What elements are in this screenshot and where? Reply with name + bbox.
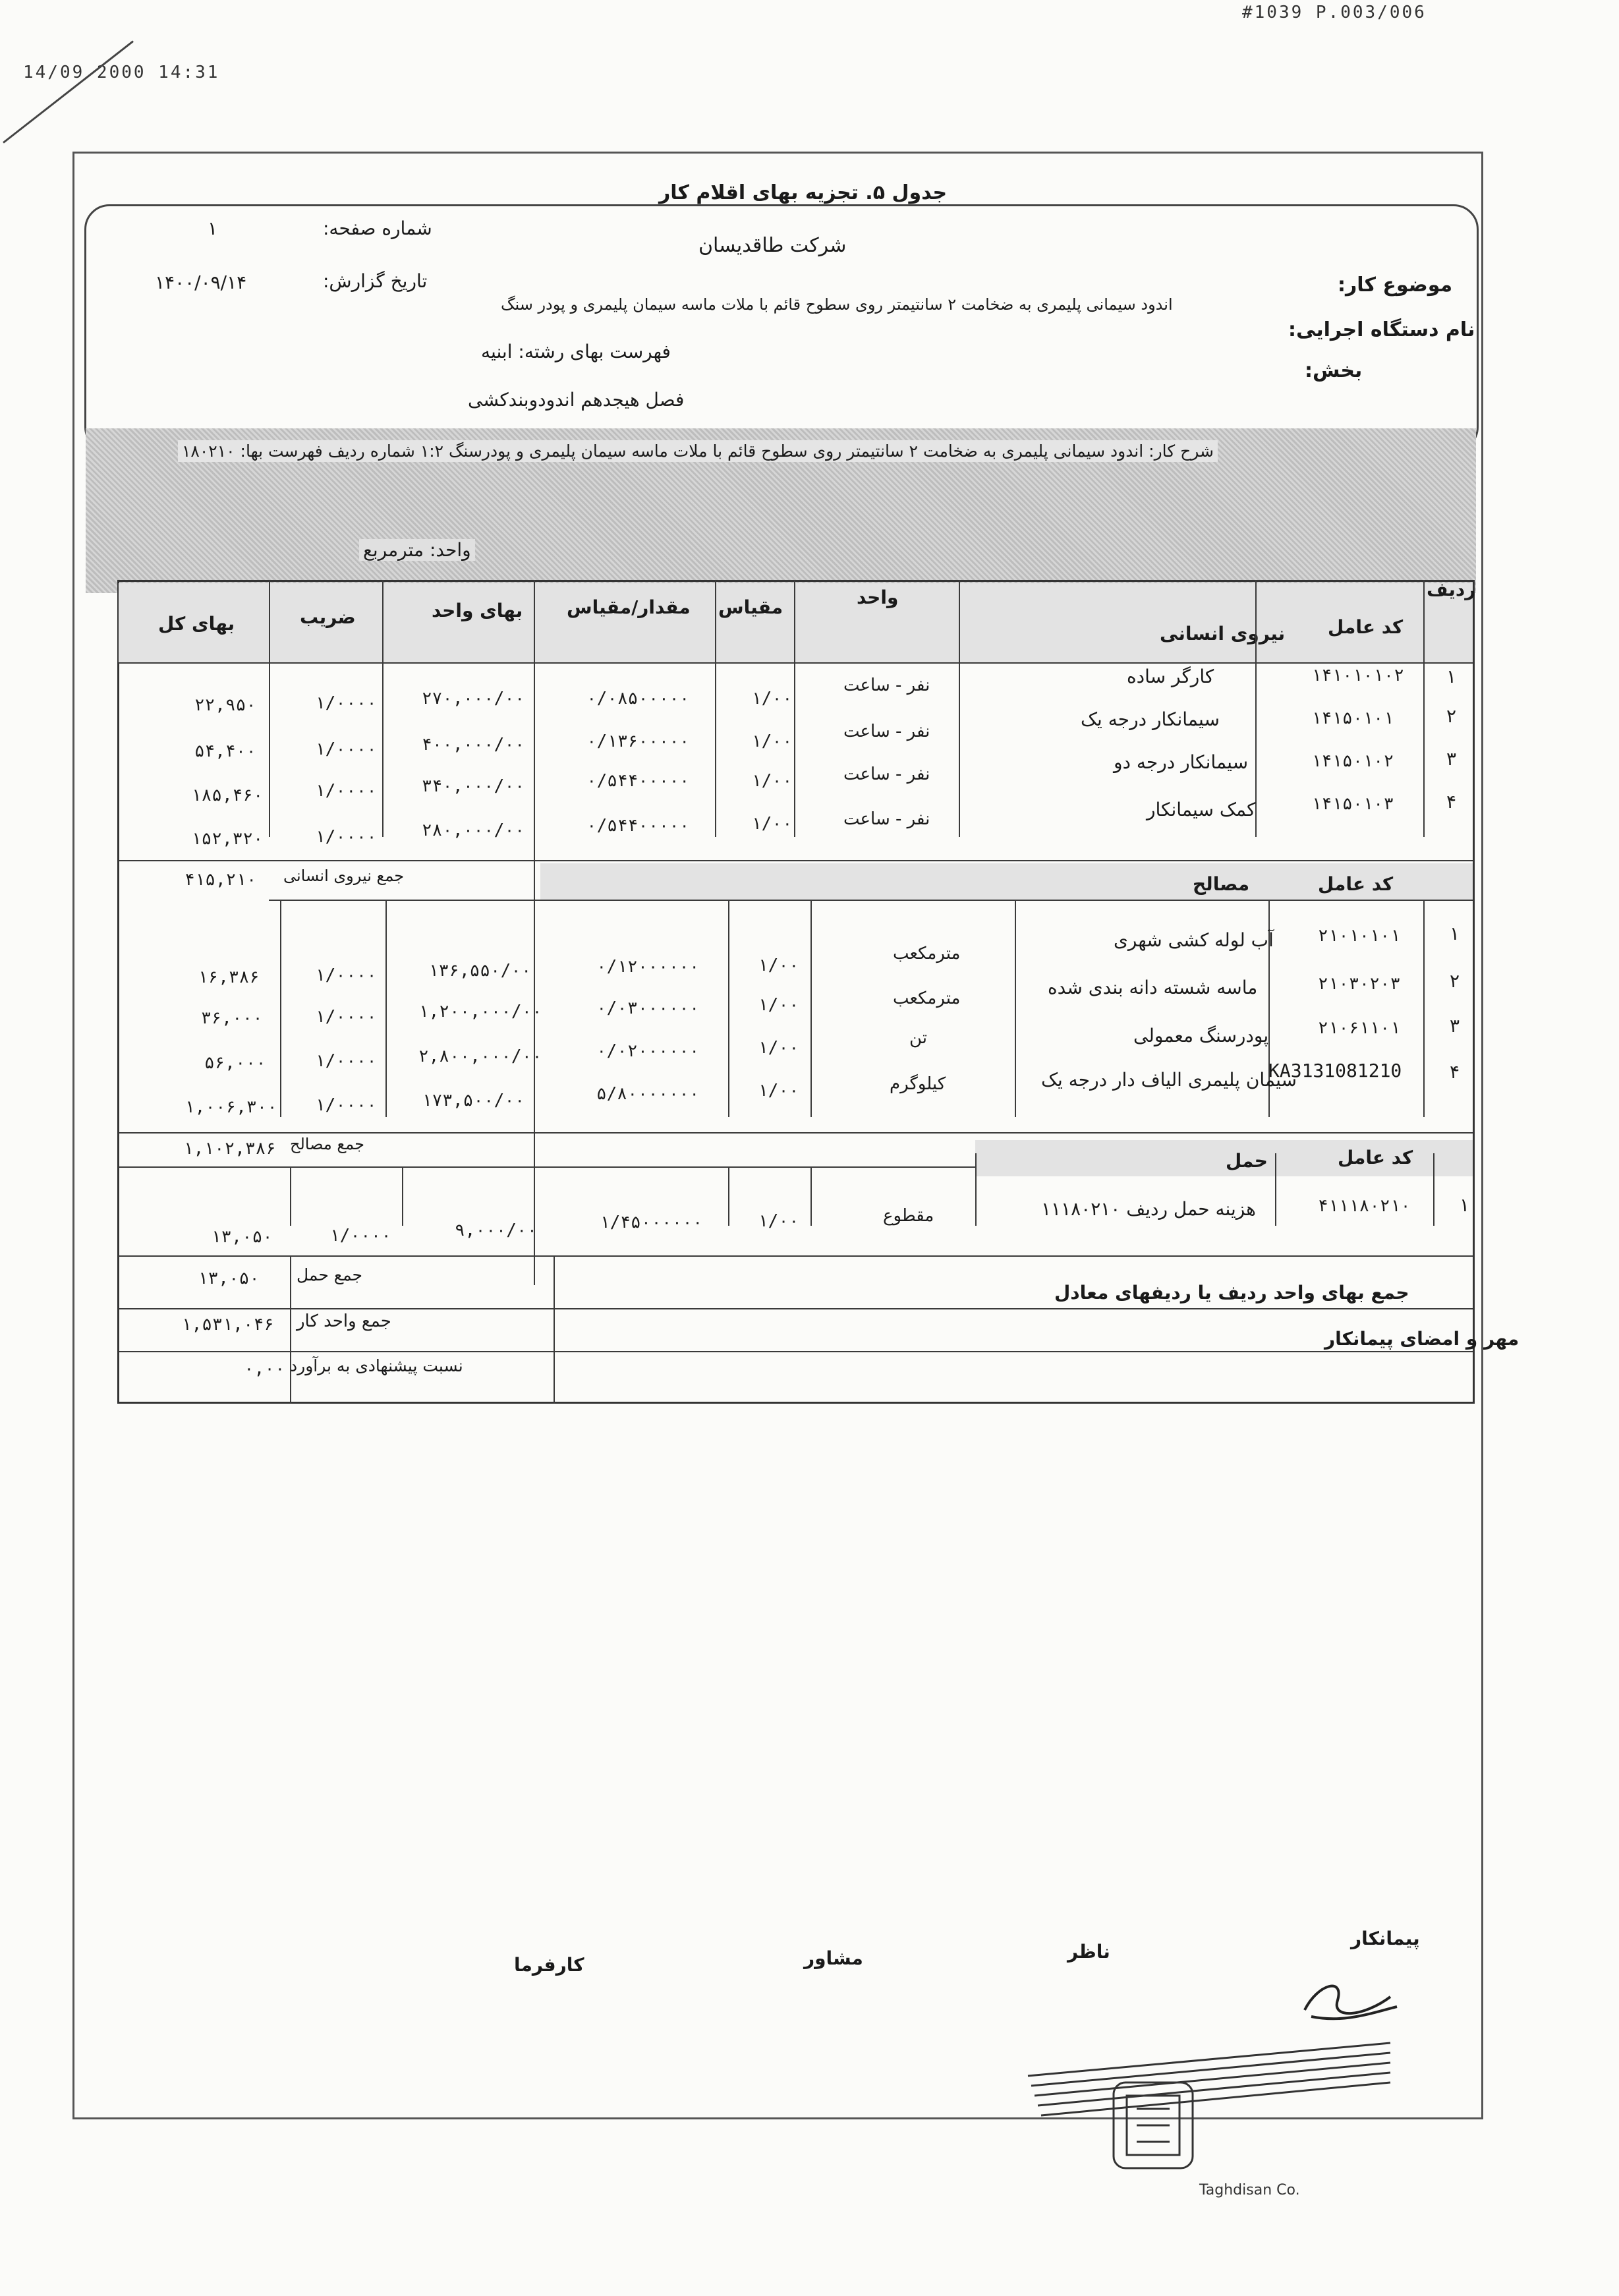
vline-m-scale	[728, 900, 729, 1117]
row-desc: ماسه شسته دانه بندی شده	[1048, 977, 1258, 998]
row-unit-price: ۹,۰۰۰/۰۰	[455, 1220, 538, 1240]
row-qty: ۰/۰۳۰۰۰۰۰۰	[596, 998, 700, 1018]
labor-sum: ۴۱۵,۲۱۰	[185, 870, 257, 890]
transport-sum-label: جمع حمل	[297, 1265, 362, 1284]
row-number: ۳	[1446, 748, 1457, 770]
row-coef: ۱/۰۰۰۰	[315, 739, 377, 759]
sig-supervisor: ناظر	[1067, 1941, 1110, 1963]
materials-title: مصالح	[1193, 873, 1250, 895]
row-unit-price: ۱,۲۰۰,۰۰۰/۰۰	[418, 1002, 542, 1021]
col-unit: واحد	[857, 587, 899, 608]
vline-totals-label	[290, 1255, 291, 1404]
materials-code-label: کد عامل	[1318, 873, 1394, 895]
row-total: ۱۸۵,۴۶۰	[191, 786, 264, 805]
fax-page-ref: #1039 P.003/006	[1242, 3, 1427, 22]
vline-m-desc	[1015, 900, 1016, 1117]
row-total: ۱,۰۰۶,۳۰۰	[185, 1097, 277, 1117]
row-number: ۳	[1450, 1015, 1460, 1037]
row-unit-price: ۱۷۳,۵۰۰/۰۰	[422, 1091, 525, 1110]
row-qty: ۵/۸۰۰۰۰۰۰۰	[596, 1084, 700, 1104]
table-title: جدول ۵. تجزیه بهای اقلام کار	[659, 181, 948, 204]
vline-m-coef	[280, 900, 281, 1117]
row-coef: ۱/۰۰۰۰	[315, 827, 377, 847]
row-unit-price: ۲۷۰,۰۰۰/۰۰	[422, 689, 525, 708]
subject-label: موضوع کار:	[1338, 273, 1453, 297]
row-desc: هزینه حمل ردیف ۱۱۱۸۰۲۱۰	[1041, 1198, 1256, 1220]
row-total: ۱۶,۳۸۶	[198, 967, 260, 987]
report-date-label: تاریخ گزارش:	[323, 270, 428, 292]
row-unit: مقطوع	[883, 1206, 934, 1226]
sig-consultant: مشاور	[804, 1947, 863, 1969]
vline-desc	[959, 580, 960, 837]
row-total: ۵۶,۰۰۰	[204, 1053, 266, 1073]
row-code: ۲۱۰۱۰۱۰۱	[1318, 926, 1401, 946]
row-number: ۱	[1460, 1194, 1470, 1216]
row-scale: ۱/۰۰	[751, 689, 793, 708]
row-total: ۳۶,۰۰۰	[201, 1008, 263, 1028]
row-number: ۲	[1450, 970, 1460, 992]
row-qty: ۰/۰۸۵۰۰۰۰۰	[586, 689, 690, 708]
row-desc: کمک سیمانکار	[1147, 799, 1256, 820]
row-desc: کارگر ساده	[1127, 666, 1214, 687]
vline-unit	[794, 580, 795, 837]
row-scale: ۱/۰۰	[751, 732, 793, 751]
hline-header	[119, 662, 1473, 664]
row-scale: ۱/۰۰	[758, 1081, 799, 1101]
row-unit-price: ۱۳۶,۵۵۰/۰۰	[428, 961, 532, 981]
hline-labor-end	[119, 860, 1473, 861]
row-scale: ۱/۰۰	[751, 771, 793, 791]
row-unit-price: ۴۰۰,۰۰۰/۰۰	[422, 735, 525, 755]
vline-t-unit	[810, 1166, 812, 1226]
vline-t-price	[402, 1166, 403, 1226]
hline-materials-end	[119, 1132, 1473, 1134]
vline-coef	[269, 580, 270, 837]
hline-materials-head	[269, 900, 1473, 901]
row-number: ۱	[1446, 666, 1457, 687]
page-number-label: شماره صفحه:	[323, 217, 432, 239]
row-desc: پودرسنگ معمولی	[1133, 1025, 1269, 1047]
row-scale: ۱/۰۰	[758, 995, 799, 1015]
row-code: ۲۱۰۶۱۱۰۱	[1318, 1018, 1401, 1038]
row-coef: ۱/۰۰۰۰	[315, 693, 377, 713]
row-code: KA3131081210	[1268, 1060, 1402, 1081]
row-unit: نفر - ساعت	[843, 764, 930, 784]
vline-t-code	[1275, 1153, 1276, 1226]
vline-row	[1423, 580, 1425, 837]
row-unit: کیلوگرم	[890, 1074, 946, 1094]
chapter: فصل هیجدهم اندودوبندکشی	[468, 389, 685, 411]
row-unit: نفر - ساعت	[843, 675, 930, 695]
row-unit: تن	[909, 1028, 928, 1048]
row-code: ۱۴۱۵۰۱۰۳	[1311, 794, 1394, 814]
hline-totals-2	[119, 1351, 1473, 1352]
row-coef: ۱/۰۰۰۰	[315, 781, 377, 801]
executor-label: نام دستگاه اجرایی:	[1288, 318, 1475, 341]
company-name: شرکت طاقدیسان	[698, 234, 847, 257]
row-qty: ۱/۴۵۰۰۰۰۰۰	[600, 1213, 703, 1232]
row-total: ۱۵۲,۳۲۰	[191, 829, 264, 849]
ratio-value: ۰,۰۰	[244, 1359, 285, 1379]
row-total: ۱۳,۰۵۰	[211, 1227, 273, 1247]
row-qty: ۰/۱۳۶۰۰۰۰۰	[586, 732, 690, 751]
vline-qty	[534, 580, 535, 1285]
row-number: ۲	[1446, 705, 1457, 727]
row-desc: سیمانکار درجه دو	[1114, 751, 1249, 773]
row-number: ۱	[1450, 923, 1460, 944]
transport-sum: ۱۳,۰۵۰	[198, 1269, 260, 1288]
row-total: ۵۴,۴۰۰	[194, 741, 256, 761]
vline-m-unit	[810, 900, 812, 1117]
row-scale: ۱/۰۰	[751, 814, 793, 834]
stamp-company-en: Taghdisan Co.	[1199, 2182, 1300, 2198]
vline-m-price	[385, 900, 387, 1117]
col-scale: مقیاس	[718, 596, 783, 618]
row-desc: سیمانکار درجه یک	[1081, 708, 1220, 730]
row-qty: ۰/۱۲۰۰۰۰۰۰	[596, 957, 700, 977]
row-unit-price: ۳۴۰,۰۰۰/۰۰	[422, 776, 525, 796]
unit-total: ۱,۵۳۱,۰۴۶	[181, 1315, 274, 1335]
row-code: ۱۴۱۵۰۱۰۱	[1311, 708, 1394, 728]
col-coef: ضریب	[300, 606, 356, 628]
row-total: ۲۲,۹۵۰	[194, 695, 256, 715]
vline-m-row	[1423, 900, 1425, 1117]
materials-sum: ۱,۱۰۲,۳۸۶	[183, 1139, 276, 1159]
row-code: ۴۱۱۱۸۰۲۱۰	[1318, 1196, 1411, 1216]
work-unit: واحد: مترمربع	[359, 539, 475, 561]
vline-t-scale	[728, 1166, 729, 1226]
company-stamp	[1021, 2003, 1404, 2201]
row-desc: آب لوله کشی شهری	[1114, 929, 1274, 951]
row-qty: ۰/۵۴۴۰۰۰۰۰	[586, 816, 690, 836]
unit-total-label: جمع واحد کار	[297, 1311, 391, 1331]
row-coef: ۱/۰۰۰۰	[329, 1226, 391, 1246]
seal-label: مهر و امضای پیمانکار	[1324, 1328, 1520, 1350]
work-desc: شرح کار: اندود سیمانی پلیمری به ضخامت ۲ سانتیمتر روی سطوح قائم با ملات ماسه سیمان پلیمری و پودرسنگ ۱:۲ شماره ردیف فهرست بها: ۱۸۰۲۱۰	[178, 440, 1218, 462]
hline-transport-end	[119, 1255, 1473, 1257]
row-code: ۱۴۱۰۱۰۱۰۲	[1311, 666, 1404, 685]
row-coef: ۱/۰۰۰۰	[315, 965, 377, 985]
vline-t-row	[1433, 1153, 1434, 1226]
scan-mark	[3, 40, 134, 143]
fax-datetime: 14/09 2000 14:31	[23, 63, 220, 82]
row-number: ۴	[1446, 791, 1457, 813]
sig-contractor: پیمانکار	[1351, 1928, 1420, 1949]
col-unit-price: بهای واحد	[432, 600, 523, 621]
row-code: ۲۱۰۳۰۲۰۳	[1318, 974, 1401, 994]
row-unit: مترمکعب	[893, 989, 961, 1008]
row-qty: ۰/۰۲۰۰۰۰۰۰	[596, 1041, 700, 1061]
vline-t-coef	[290, 1166, 291, 1226]
row-coef: ۱/۰۰۰۰	[315, 1051, 377, 1071]
report-date: ۱۴۰۰/۰۹/۱۴	[155, 272, 247, 293]
row-coef: ۱/۰۰۰۰	[315, 1095, 377, 1115]
section-label: بخش:	[1305, 359, 1363, 382]
vline-totals-split	[554, 1255, 555, 1404]
row-desc: سیمان پلیمری الیاف دار درجه یک	[1041, 1069, 1297, 1091]
row-unit: نفر - ساعت	[843, 722, 930, 741]
row-unit: نفر - ساعت	[843, 809, 930, 829]
transport-title: حمل	[1226, 1150, 1268, 1172]
col-desc: نیروی انسانی	[1160, 623, 1286, 645]
labor-sum-label: جمع نیروی انسانی	[283, 867, 405, 885]
row-number: ۴	[1450, 1061, 1460, 1083]
row-unit-price: ۲۸۰,۰۰۰/۰۰	[422, 820, 525, 840]
material-row-1-unit: مترمکعب	[893, 944, 961, 963]
row-code: ۱۴۱۵۰۱۰۲	[1311, 751, 1394, 771]
subject-text: اندود سیمانی پلیمری به ضخامت ۲ سانتیمتر روی سطوح قائم با ملات ماسه سیمان پلیمری و پودر سنگ	[501, 295, 1173, 314]
hline-transport-head	[119, 1166, 975, 1168]
transport-code-label: کد عامل	[1338, 1147, 1413, 1168]
price-list: فهرست بهای رشته: ابنیه	[481, 341, 671, 362]
row-qty: ۰/۵۴۴۰۰۰۰۰	[586, 771, 690, 791]
vline-t-desc	[975, 1153, 977, 1226]
col-qty: مقدار/مقیاس	[567, 596, 691, 618]
row-scale: ۱/۰۰	[758, 1211, 799, 1231]
equiv-label: جمع بهای واحد ردیف یا ردیفهای معادل	[1054, 1282, 1409, 1304]
vline-scale	[715, 580, 716, 837]
row-unit-price: ۲,۸۰۰,۰۰۰/۰۰	[418, 1047, 542, 1066]
page-number: ۱	[208, 217, 218, 239]
row-scale: ۱/۰۰	[758, 956, 799, 975]
vline-price	[382, 580, 383, 837]
col-code: کد عامل	[1328, 616, 1404, 638]
col-row: ردیف	[1427, 579, 1476, 600]
ratio-label: نسبت پیشنهادی به برآورد	[290, 1356, 463, 1375]
materials-sum-label: جمع مصالح	[290, 1135, 364, 1153]
row-coef: ۱/۰۰۰۰	[315, 1007, 377, 1027]
sig-employer: کارفرما	[514, 1954, 584, 1976]
col-total: بهای کل	[158, 613, 235, 635]
hline-totals-1	[119, 1308, 1473, 1309]
row-scale: ۱/۰۰	[758, 1038, 799, 1058]
